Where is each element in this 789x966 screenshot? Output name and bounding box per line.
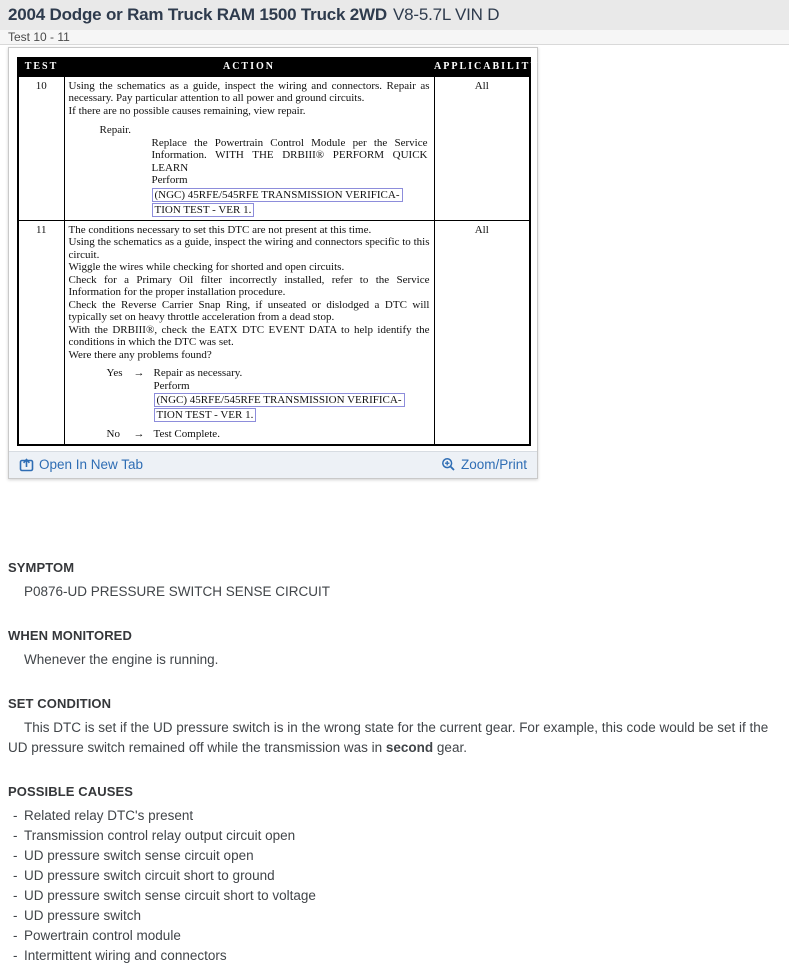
set-condition-bold-word: second (385, 739, 434, 755)
perform-label: Perform (153, 379, 190, 392)
engine-subtitle: V8-5.7L VIN D (392, 5, 500, 24)
col-header-test: TEST (18, 58, 64, 76)
transmission-verification-test-link[interactable]: TION TEST - VER 1. (152, 203, 255, 217)
yes-action-text: Repair as necessary. (153, 367, 243, 379)
repair-label: Repair. (99, 124, 131, 136)
list-item: - Intermittent wiring and connectors (8, 946, 781, 966)
vehicle-title: 2004 Dodge or Ram Truck RAM 1500 Truck 2WD (8, 5, 387, 24)
when-monitored-text: Whenever the engine is running. (24, 651, 219, 667)
test-number: 10 (18, 76, 64, 220)
zoom-print-link[interactable] (441, 457, 527, 472)
set-condition-text-after: gear. (433, 739, 467, 755)
list-item: - Powertrain control module (8, 926, 781, 946)
action-text: With the DRBIII®, check the EATX DTC EVENT DATA to help identify the conditions in which the DTC was set. (68, 323, 430, 348)
list-item: - UD pressure switch sense circuit open (8, 846, 781, 866)
action-cell (64, 220, 434, 445)
viewer-toolbar (9, 451, 537, 478)
yes-label: Yes (106, 367, 123, 379)
zoom-print-label: Zoom/Print (460, 457, 527, 472)
transmission-verification-test-link[interactable]: TION TEST - VER 1. (154, 408, 257, 422)
set-condition-heading: SET CONDITION (8, 695, 112, 711)
action-text: If there are no possible causes remaining, view repair. (68, 104, 306, 117)
no-branch (107, 428, 430, 441)
action-text: Check the Reverse Carrier Snap Ring, if unseated or dislodged a DTC will typically set on heavy throttle acceleration from a dead stop. (68, 298, 430, 323)
symptom-section (8, 561, 781, 602)
action-text: Were there any problems found? (68, 348, 212, 361)
page-header (0, 0, 789, 30)
list-item: - UD pressure switch (8, 906, 781, 926)
list-item: - UD pressure switch circuit short to ground (8, 866, 781, 886)
action-cell (64, 76, 434, 220)
col-header-applicability: APPLICABILITY (434, 58, 530, 76)
possible-causes-list (8, 806, 781, 966)
table-row (18, 76, 530, 220)
arrow-icon: → (133, 367, 145, 379)
applicability-cell: All (434, 220, 530, 445)
list-item: - Related relay DTC's present (8, 806, 781, 826)
transmission-verification-test-link[interactable]: (NGC) 45RFE/545RFE TRANSMISSION VERIFICA- (152, 188, 403, 202)
test-number: 11 (18, 220, 64, 445)
yes-branch (107, 367, 430, 422)
when-monitored-section (8, 629, 781, 670)
action-text: Using the schematics as a guide, inspect the wiring and connectors. Repair as necessary. Pay particular attention to all power and ground circuits. (68, 79, 430, 104)
applicability-cell: All (434, 76, 530, 220)
set-condition-text-before: This DTC is set if the UD pressure switch is in the wrong state for the current gear. For example, this code would be set if the UD pressure switch remained off while the transmission was in (8, 719, 769, 755)
when-monitored-heading: WHEN MONITORED (8, 627, 132, 643)
magnifier-plus-icon (441, 457, 456, 472)
perform-label: Perform (151, 174, 188, 186)
symptom-text: P0876-UD PRESSURE SWITCH SENSE CIRCUIT (24, 583, 331, 599)
table-header-row (18, 58, 530, 76)
document-viewer-card (8, 47, 538, 479)
action-text: The conditions necessary to set this DTC are not present at this time. (68, 223, 372, 236)
list-item: - UD pressure switch sense circuit short to voltage (8, 886, 781, 906)
repair-instruction: Replace the Powertrain Control Module per the Service Information. WITH THE DRBIII® PERFORM QUICK LEARN (151, 136, 428, 174)
no-label: No (106, 428, 120, 440)
open-in-new-tab-link[interactable] (19, 457, 143, 472)
open-in-new-tab-label: Open In New Tab (39, 457, 144, 472)
action-text: Wiggle the wires while checking for shorted and open circuits. (68, 261, 345, 273)
open-in-new-tab-icon (19, 457, 34, 472)
set-condition-text (8, 718, 781, 758)
possible-causes-heading: POSSIBLE CAUSES (8, 783, 134, 799)
symptom-heading: SYMPTOM (8, 559, 75, 575)
perform-line (152, 174, 428, 217)
set-condition-section (8, 697, 781, 758)
perform-line (154, 380, 430, 423)
arrow-icon: → (133, 428, 145, 440)
list-item: - Transmission control relay output circuit open (8, 826, 781, 846)
action-text: Using the schematics as a guide, inspect the wiring and connectors specific to this circuit. (68, 236, 430, 261)
transmission-verification-test-link[interactable]: (NGC) 45RFE/545RFE TRANSMISSION VERIFICA- (154, 393, 405, 407)
dtc-info-body (0, 561, 789, 966)
test-procedure-table (17, 57, 540, 446)
no-action-text: Test Complete. (153, 428, 220, 440)
col-header-action: ACTION (64, 58, 434, 76)
possible-causes-section (8, 785, 781, 966)
table-row (18, 220, 530, 445)
scanned-table-area (9, 48, 540, 451)
action-text: Check for a Primary Oil filter incorrectly installed, refer to the Service Information for the proper installation procedure. (68, 273, 430, 298)
test-range-label: Test 10 - 11 (0, 30, 789, 45)
